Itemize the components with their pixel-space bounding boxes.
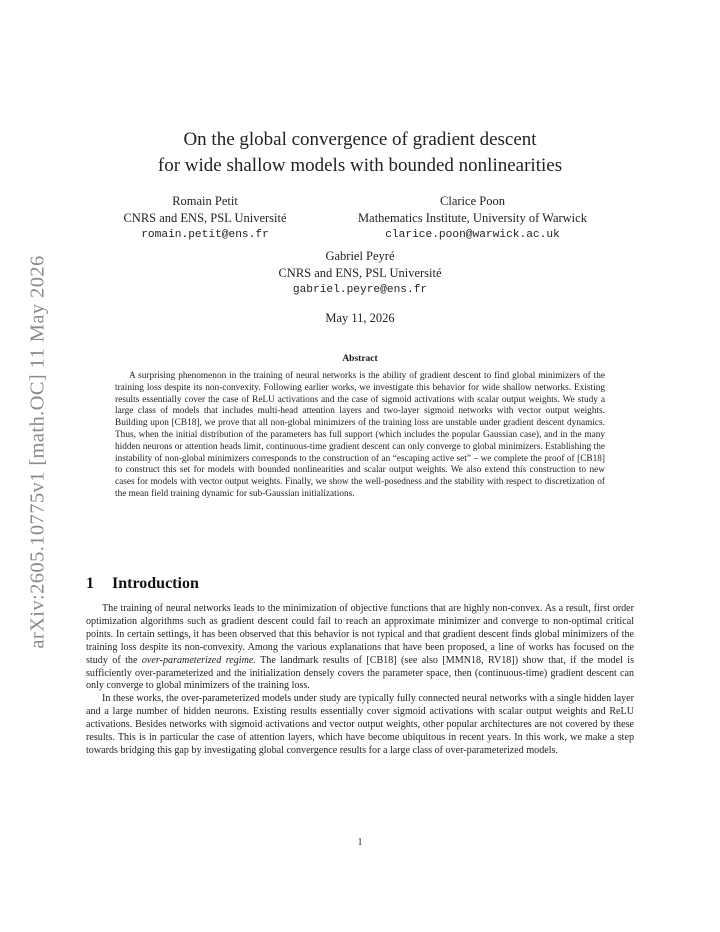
author-name: Romain Petit [172, 194, 238, 208]
arxiv-identifier-watermark: arXiv:2605.10775v1 [math.OC] 11 May 2026 [26, 255, 49, 649]
author-affiliation: Mathematics Institute, University of Warwick [358, 211, 587, 225]
abstract-heading: Abstract [342, 354, 378, 364]
author-email: clarice.poon@warwick.ac.uk [385, 229, 560, 241]
paragraph-1 [86, 603, 634, 693]
author-name: Gabriel Peyré [325, 249, 395, 263]
author-email: gabriel.peyre@ens.fr [292, 284, 428, 296]
paper-title [100, 127, 620, 179]
paragraph-1-part-a: The training of neural networks leads to the minimization of objective functions that are highly non-convex. As a result, first order optimization algorithms such as gradient descent could fail to reach an approximate minimizer and converge to non-optimal critical points. In certain settings, it has been observed that this behavior is not typical and that gradient descent finds global minimizers of the training loss despite its non-convexity. Among the various explanations that have been proposed, a line of works has focused on the study of the [86, 603, 634, 666]
author-block-2 [330, 193, 615, 244]
section-number: 1 [86, 575, 94, 592]
paragraph-2: In these works, the over-parameterized models under study are typically fully connected neural networks with a single hidden layer and a large number of hidden neurons. Existing results essentially cover sigmoid activations with scalar output weights and ReLU activations. Besides networks with sigmoid activations and vector output weights, other popular architectures are not covered by these results. This is in particular the case of attention layers, which have become ubiquitous in recent years. In this work, we make a step towards bridging this gap by investigating global convergence results for a large class of over-parameterized models. [86, 693, 634, 756]
publication-date: May 11, 2026 [325, 311, 395, 325]
title-line-2: for wide shallow models with bounded nonlinearities [157, 155, 563, 176]
author-email: romain.petit@ens.fr [141, 229, 269, 241]
paragraph-1-part-b: The landmark results of [CB18] (see also [MMN18, RV18]) show that, if the model is sufficiently over-parameterized and the initialization densely covers the parameter space, then (continuous-time) gradient descent can only converge to global minimizers of the training loss. [86, 654, 634, 692]
author-name: Clarice Poon [440, 194, 505, 208]
section-heading [86, 575, 199, 593]
introduction-body [86, 603, 634, 758]
author-block-1 [100, 193, 310, 244]
section-title: Introduction [112, 575, 199, 592]
author-affiliation: CNRS and ENS, PSL Université [278, 266, 442, 280]
emphasis-term: over-parameterized regime. [141, 654, 256, 666]
author-affiliation: CNRS and ENS, PSL Université [123, 211, 287, 225]
author-block-3 [230, 248, 490, 299]
abstract-text: A surprising phenomenon in the training of neural networks is the ability of gradient descent to find global minimizers of the training loss despite its non-convexity. Following earlier works, we investigate this behavior for wide shallow networks. Existing results essentially cover the case of ReLU activations and the case of sigmoid activations with scalar output weights. We study a large class of models that includes multi-head attention layers and two-layer sigmoid networks with vector output weights. Building upon [CB18], we prove that all non-global minimizers of the training loss are unstable under gradient descent dynamics. Thus, when the initial distribution of the parameters has full support (which includes the popular Gaussian case), and in the many hidden neurons or attention heads limit, continuous-time gradient descent can only converge to global minimizers. Establishing the instability of non-global minimizers corresponds to the construction of an “escaping active set” – we complete the proof of [CB18] to construct this set for models with bounded nonlinearities and scalar output weights. We also extend this construction to new cases for models with vector output weights. Finally, we show the well-posedness and the stability with respect to discretization of the mean field training dynamic for sub-Gaussian initializations. [115, 371, 605, 499]
title-line-1: On the global convergence of gradient descent [183, 129, 537, 150]
page-number: 1 [357, 837, 363, 848]
